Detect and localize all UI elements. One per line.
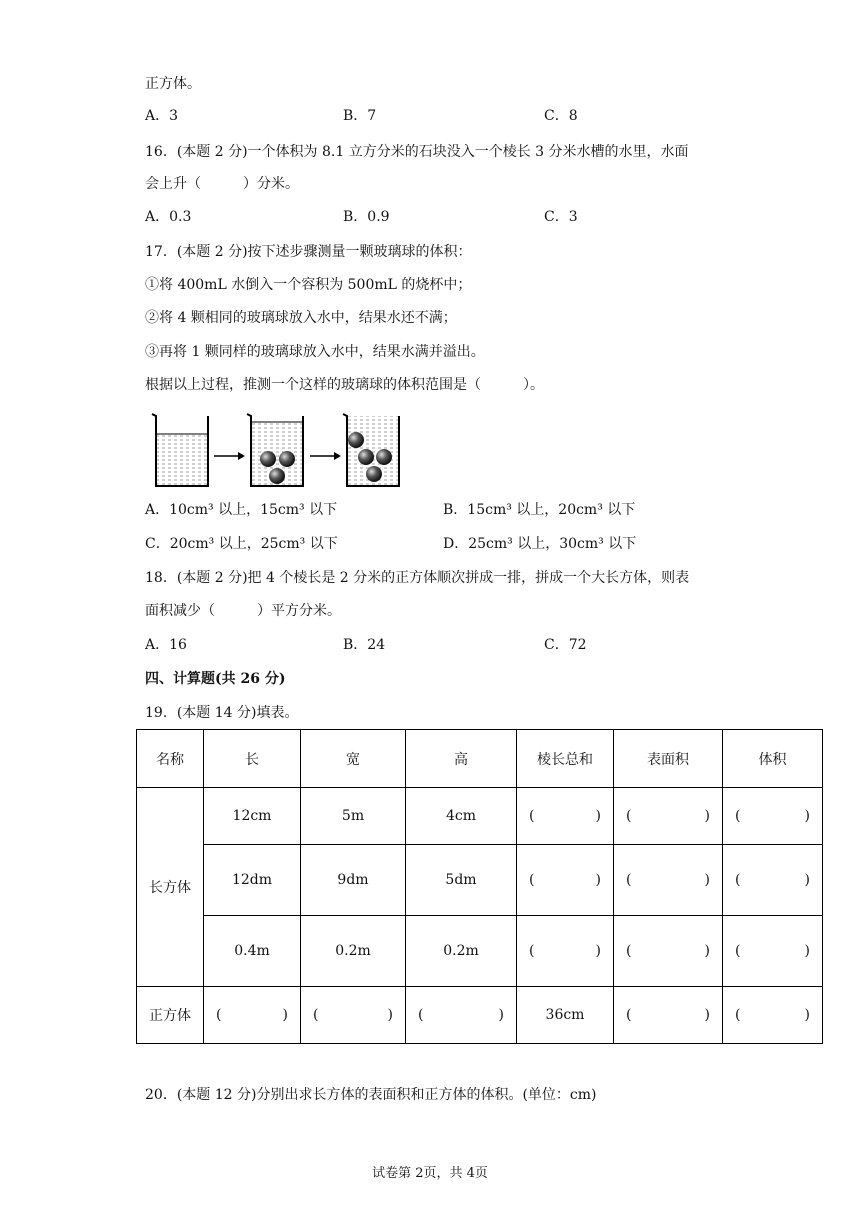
q16-option-c: C．3 (544, 209, 578, 225)
paren-open: ( (735, 943, 741, 959)
paren-close: ) (595, 872, 601, 888)
answer-blank[interactable] (204, 987, 301, 1044)
cube-label: 正方体 (137, 987, 204, 1044)
table-cell: 4cm (406, 788, 517, 845)
paren-close: ) (804, 872, 810, 888)
header-edge-total: 棱长总和 (517, 730, 614, 788)
header-length: 长 (204, 730, 301, 788)
q18-line1: 18．(本题 2 分)把 4 个棱长是 2 分米的正方体顺次拼成一排，拼成一个大长方体，则表 (145, 570, 690, 586)
answer-blank[interactable] (517, 788, 614, 845)
answer-blank[interactable] (614, 916, 723, 987)
paren-open: ( (735, 1007, 741, 1023)
paren-open: ( (626, 1007, 632, 1023)
arrow-icon (310, 452, 341, 460)
paren-close: ) (704, 1007, 710, 1023)
paren-close: ) (387, 1007, 393, 1023)
paren-close: ) (282, 1007, 288, 1023)
q16-line1: 16．(本题 2 分)一个体积为 8.1 立方分米的石块没入一个棱长 3 分米水槽的水里，水面 (145, 144, 689, 160)
paren-open: ( (418, 1007, 424, 1023)
arrow-icon (214, 452, 245, 460)
q16-line2: 会上升（ ）分米。 (145, 176, 299, 192)
beaker-1 (152, 414, 208, 486)
header-width: 宽 (301, 730, 406, 788)
paren-open: ( (626, 943, 632, 959)
table-row (137, 916, 823, 987)
paren-close: ) (595, 943, 601, 959)
q19-title: 19．(本题 14 分)填表。 (145, 705, 299, 721)
table-row (137, 788, 823, 845)
q17-option-d: D．25cm³ 以上，30cm³ 以下 (443, 536, 637, 552)
paren-close: ) (498, 1007, 504, 1023)
paren-open: ( (626, 872, 632, 888)
table-cell: 5dm (406, 845, 517, 916)
answer-blank[interactable] (614, 788, 723, 845)
q20-text: 20．(本题 12 分)分别出求长方体的表面积和正方体的体积。(单位：cm) (145, 1087, 597, 1103)
q18-options (145, 635, 745, 655)
table-header-row (137, 730, 823, 788)
answer-blank[interactable] (301, 987, 406, 1044)
q16-option-b: B．0.9 (343, 209, 390, 225)
paren-open: ( (529, 943, 535, 959)
header-name: 名称 (137, 730, 204, 788)
paren-close: ) (704, 872, 710, 888)
table-cell: 12dm (204, 845, 301, 916)
answer-blank[interactable] (406, 987, 517, 1044)
q17-step1: ①将 400mL 水倒入一个容积为 500mL 的烧杯中； (145, 277, 472, 293)
paren-close: ) (704, 943, 710, 959)
table-cell: 0.4m (204, 916, 301, 987)
q17-step2: ②将 4 颗相同的玻璃球放入水中，结果水还不满； (145, 310, 457, 326)
paren-close: ) (804, 808, 810, 824)
header-surface-area: 表面积 (614, 730, 723, 788)
q18-option-c: C．72 (544, 637, 587, 653)
fill-table (136, 729, 823, 1044)
q17-option-c: C．20cm³ 以上，25cm³ 以下 (145, 536, 338, 552)
table-cell: 12cm (204, 788, 301, 845)
q15-tail: 正方体。 (145, 76, 201, 92)
beaker-3 (343, 414, 399, 486)
beaker-diagram (150, 410, 410, 492)
q18-option-b: B．24 (343, 637, 386, 653)
paren-open: ( (529, 808, 535, 824)
q17-question: 根据以上过程，推测一个这样的玻璃球的体积范围是（ ）。 (145, 377, 544, 393)
paren-open: ( (735, 808, 741, 824)
answer-blank[interactable] (723, 916, 823, 987)
q17-line1: 17．(本题 2 分)按下述步骤测量一颗玻璃球的体积： (145, 244, 472, 260)
q17-options-row1 (145, 500, 745, 520)
header-volume: 体积 (723, 730, 823, 788)
paren-close: ) (804, 1007, 810, 1023)
q17-step3: ③再将 1 颗同样的玻璃球放入水中，结果水满并溢出。 (145, 344, 485, 360)
q15-option-c: C．8 (544, 108, 578, 124)
answer-blank[interactable] (614, 987, 723, 1044)
table-cell: 5m (301, 788, 406, 845)
paren-open: ( (529, 872, 535, 888)
q15-option-b: B．7 (343, 108, 377, 124)
table-cell: 36cm (517, 987, 614, 1044)
q15-option-a: A．3 (145, 108, 179, 124)
table-row (137, 987, 823, 1044)
paren-open: ( (313, 1007, 319, 1023)
answer-blank[interactable] (517, 916, 614, 987)
answer-blank[interactable] (614, 845, 723, 916)
paren-close: ) (804, 943, 810, 959)
q16-option-a: A．0.3 (145, 209, 192, 225)
table-cell: 0.2m (301, 916, 406, 987)
q17-option-a: A．10cm³ 以上，15cm³ 以下 (145, 502, 338, 518)
paren-open: ( (216, 1007, 222, 1023)
q17-option-b: B．15cm³ 以上，20cm³ 以下 (443, 502, 636, 518)
q15-options (145, 106, 745, 126)
paren-close: ) (595, 808, 601, 824)
answer-blank[interactable] (517, 845, 614, 916)
answer-blank[interactable] (723, 788, 823, 845)
paren-open: ( (735, 872, 741, 888)
page-footer: 试卷第 2页，共 4页 (372, 1166, 488, 1181)
answer-blank[interactable] (723, 845, 823, 916)
q18-option-a: A．16 (145, 637, 187, 653)
paren-close: ) (704, 808, 710, 824)
q18-line2: 面积减少（ ）平方分米。 (145, 603, 341, 619)
paren-open: ( (626, 808, 632, 824)
table-row (137, 845, 823, 916)
table-cell: 0.2m (406, 916, 517, 987)
answer-blank[interactable] (723, 987, 823, 1044)
cuboid-label: 长方体 (137, 788, 204, 987)
q17-options-row2 (145, 534, 745, 554)
beaker-2 (247, 414, 303, 486)
section-title: 四、计算题(共 26 分) (145, 671, 286, 687)
table-cell: 9dm (301, 845, 406, 916)
header-height: 高 (406, 730, 517, 788)
q16-options (145, 207, 745, 227)
